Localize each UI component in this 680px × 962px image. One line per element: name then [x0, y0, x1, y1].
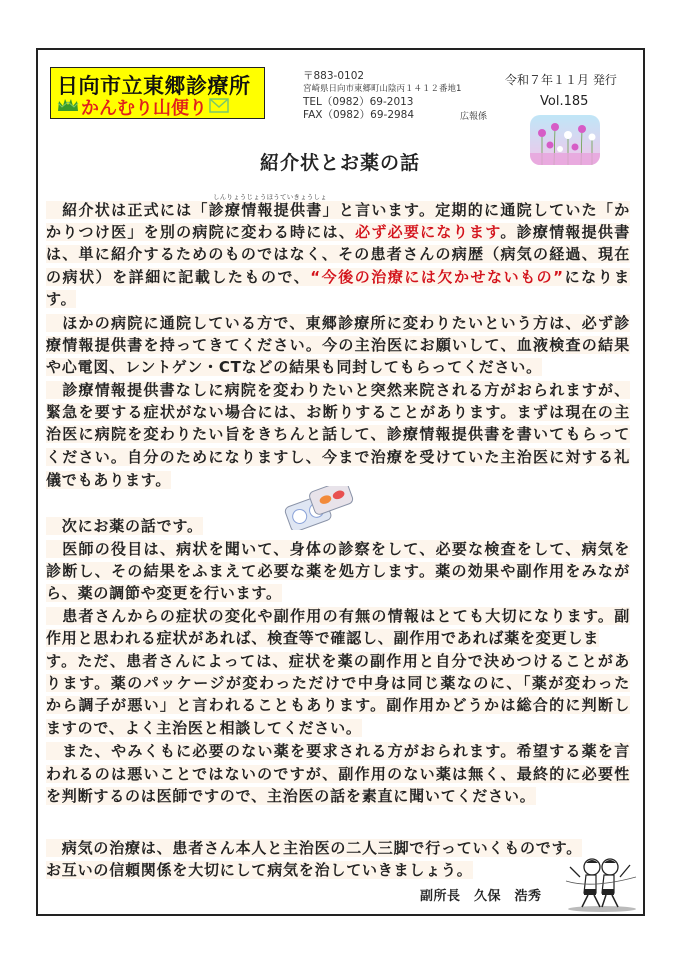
body-text-line [46, 717, 362, 739]
text-segment: 作用と思われる症状があれば、検査等で確認し、副作用であれば薬を変更しま [46, 629, 600, 647]
body-text-line [46, 334, 630, 356]
text-segment: 療情報提供書を持ってきてください。今の主治医にお願いして、血液検査の結果 [46, 336, 630, 354]
body-text-line [46, 243, 630, 265]
body-text-line [46, 694, 630, 716]
line-highlight [46, 742, 630, 760]
line-highlight [46, 674, 630, 692]
text-segment: ますので、よく主治医と相談してください。 [46, 719, 362, 737]
text-segment: から調子が悪い」と言われることもあります。副作用かどうかは総合的に判断し [46, 696, 630, 714]
body-text-line [46, 859, 473, 881]
contact-info [303, 70, 461, 122]
text-segment: 診療情報提供書なしに病院を変わりたいと突然来院される方がおられますが、 [46, 381, 630, 399]
line-highlight [46, 245, 630, 263]
body-text-line [46, 627, 599, 649]
line-highlight [46, 652, 630, 670]
newsletter-name-row [57, 94, 229, 120]
fax: FAX（0982）69-2984 [303, 109, 415, 121]
body-text-line [46, 288, 76, 310]
tel: TEL（0982）69-2013 [303, 96, 414, 108]
line-highlight [46, 839, 582, 857]
emphasis-text: “今後の治療には欠かせないもの” [310, 268, 564, 286]
text-segment: 病気の治療は、患者さん本人と主治医の二人三脚で行っていくものです。 [46, 839, 583, 857]
line-highlight [46, 290, 76, 308]
body-text-line [46, 605, 630, 627]
body-text-line [46, 740, 630, 762]
text-segment: 診断し、その結果をふまえて必要な薬を処方します。薬の効果や副作用をみなが [46, 562, 630, 580]
newsletter-logo [50, 67, 265, 119]
volume-number: Vol.185 [540, 94, 589, 109]
body-text-line [46, 469, 171, 491]
body-text-line [46, 650, 630, 672]
line-highlight [46, 471, 171, 489]
text-segment: 紹介状は正式には「診療情報提供書」と言います。定期的に通院していた「か [46, 201, 630, 219]
crown-icon [57, 97, 79, 118]
line-highlight [46, 540, 630, 558]
line-highlight [46, 719, 362, 737]
address: 宮崎県日向市東郷町山陰丙１４１２番地1 [303, 84, 462, 94]
body-text-line [46, 356, 542, 378]
line-highlight [46, 223, 630, 241]
text-segment: また、やみくもに必要のない薬を要求される方がおられます。希望する薬を言 [46, 742, 630, 760]
line-highlight [46, 358, 542, 376]
line-highlight [46, 201, 630, 219]
text-segment: ほかの病院に通院している方で、東郷診療所に変わりたいという方は、必ず診 [46, 314, 630, 332]
body-text-line [46, 763, 630, 785]
body-text-line [46, 560, 630, 582]
line-highlight [46, 425, 630, 443]
article-title: 紹介状とお薬の話 [259, 152, 420, 174]
text-segment: 。診療情報提供書 [500, 223, 630, 241]
body-text-line [46, 423, 630, 445]
text-segment: 次にお薬の話です。 [46, 517, 203, 535]
medicine-pills-illustration [280, 486, 360, 534]
line-highlight [46, 562, 630, 580]
body-text-line [46, 266, 630, 288]
three-legged-race-illustration [562, 853, 640, 917]
body-text-line [46, 837, 582, 859]
text-segment: われるのは悪いことではないのですが、副作用のない薬は無く、最終的に必要性 [46, 765, 630, 783]
furigana-ruby: しんりょうじょうほうていきょうしょ [213, 193, 327, 201]
body-text-line [46, 401, 630, 423]
text-segment: ください。自分のためになりますし、今まで治療を受けていた主治医に対する礼 [46, 448, 630, 466]
text-segment: 医師の役目は、病状を聞いて、身体の診察をして、必要な検査をして、病気を [46, 540, 630, 558]
text-segment: 治医に病院を変わりたい旨をきちんと話して、診療情報提供書を書いてもらって [46, 425, 630, 443]
text-segment: になりま [563, 268, 630, 286]
line-highlight [46, 268, 630, 286]
body-text-line [46, 312, 630, 334]
line-highlight [46, 314, 630, 332]
line-highlight [46, 403, 630, 421]
body-text-line [46, 515, 203, 537]
line-highlight [46, 787, 536, 805]
text-segment: す。 [46, 290, 77, 308]
emphasis-text: 必ず必要になります [355, 223, 501, 241]
text-segment: ります。薬のパッケージが変わっただけで中身は同じ薬なのに、「薬が変わった [46, 674, 630, 692]
line-highlight [46, 336, 630, 354]
line-highlight [46, 629, 599, 647]
body-text-line [46, 538, 630, 560]
text-segment: を判断するのは医師ですので、主治医の話を素直に聞いてください。 [46, 787, 536, 805]
text-segment: お互いの信頼関係を大切にして病気を治していきましょう。 [46, 861, 473, 879]
line-highlight [46, 765, 630, 783]
signature: 副所長 久保 浩秀 [420, 889, 542, 904]
line-highlight [46, 607, 630, 625]
body-text-line [46, 199, 630, 221]
text-segment: や心電図、レントゲン・CTなどの結果も同封してもらってください。 [46, 358, 542, 376]
body-text-line [46, 785, 536, 807]
text-segment: 緊急を要する症状がない場合には、お断りすることがあります。まずは現在の主 [46, 403, 630, 421]
body-text-line [46, 446, 630, 468]
line-highlight [46, 517, 203, 535]
line-highlight [46, 584, 282, 602]
body-text-line [46, 582, 282, 604]
clinic-name: 日向市立東郷診療所 [57, 74, 251, 98]
line-highlight [46, 861, 473, 879]
text-segment: 儀でもあります。 [46, 471, 172, 489]
text-segment: 患者さんからの症状の変化や副作用の有無の情報はとても大切になります。副 [46, 607, 630, 625]
text-segment: す。ただ、患者さんによっては、症状を薬の副作用と自分で決めつけることがあ [46, 652, 630, 670]
line-highlight [46, 696, 630, 714]
body-text-line [46, 672, 630, 694]
issue-date: 令和７年１１月 発行 [505, 73, 617, 87]
text-segment: かりつけ医」を別の病院に変わる時には、 [46, 223, 356, 241]
department: 広報係 [460, 112, 488, 122]
envelope-icon [209, 97, 229, 118]
body-text-line [46, 379, 630, 401]
newsletter-name: かんむり山便り [81, 98, 207, 119]
line-highlight [46, 448, 630, 466]
text-segment: は、単に紹介するためのものではなく、その患者さんの病歴（病気の経過、現在 [46, 245, 630, 263]
postal-code: 〒883-0102 [303, 70, 365, 82]
line-highlight [46, 381, 630, 399]
text-segment: ら、薬の調節や変更を行います。 [46, 584, 282, 602]
text-segment: の病状）を詳細に記載したもので、 [46, 268, 311, 286]
body-text-line [46, 221, 630, 243]
